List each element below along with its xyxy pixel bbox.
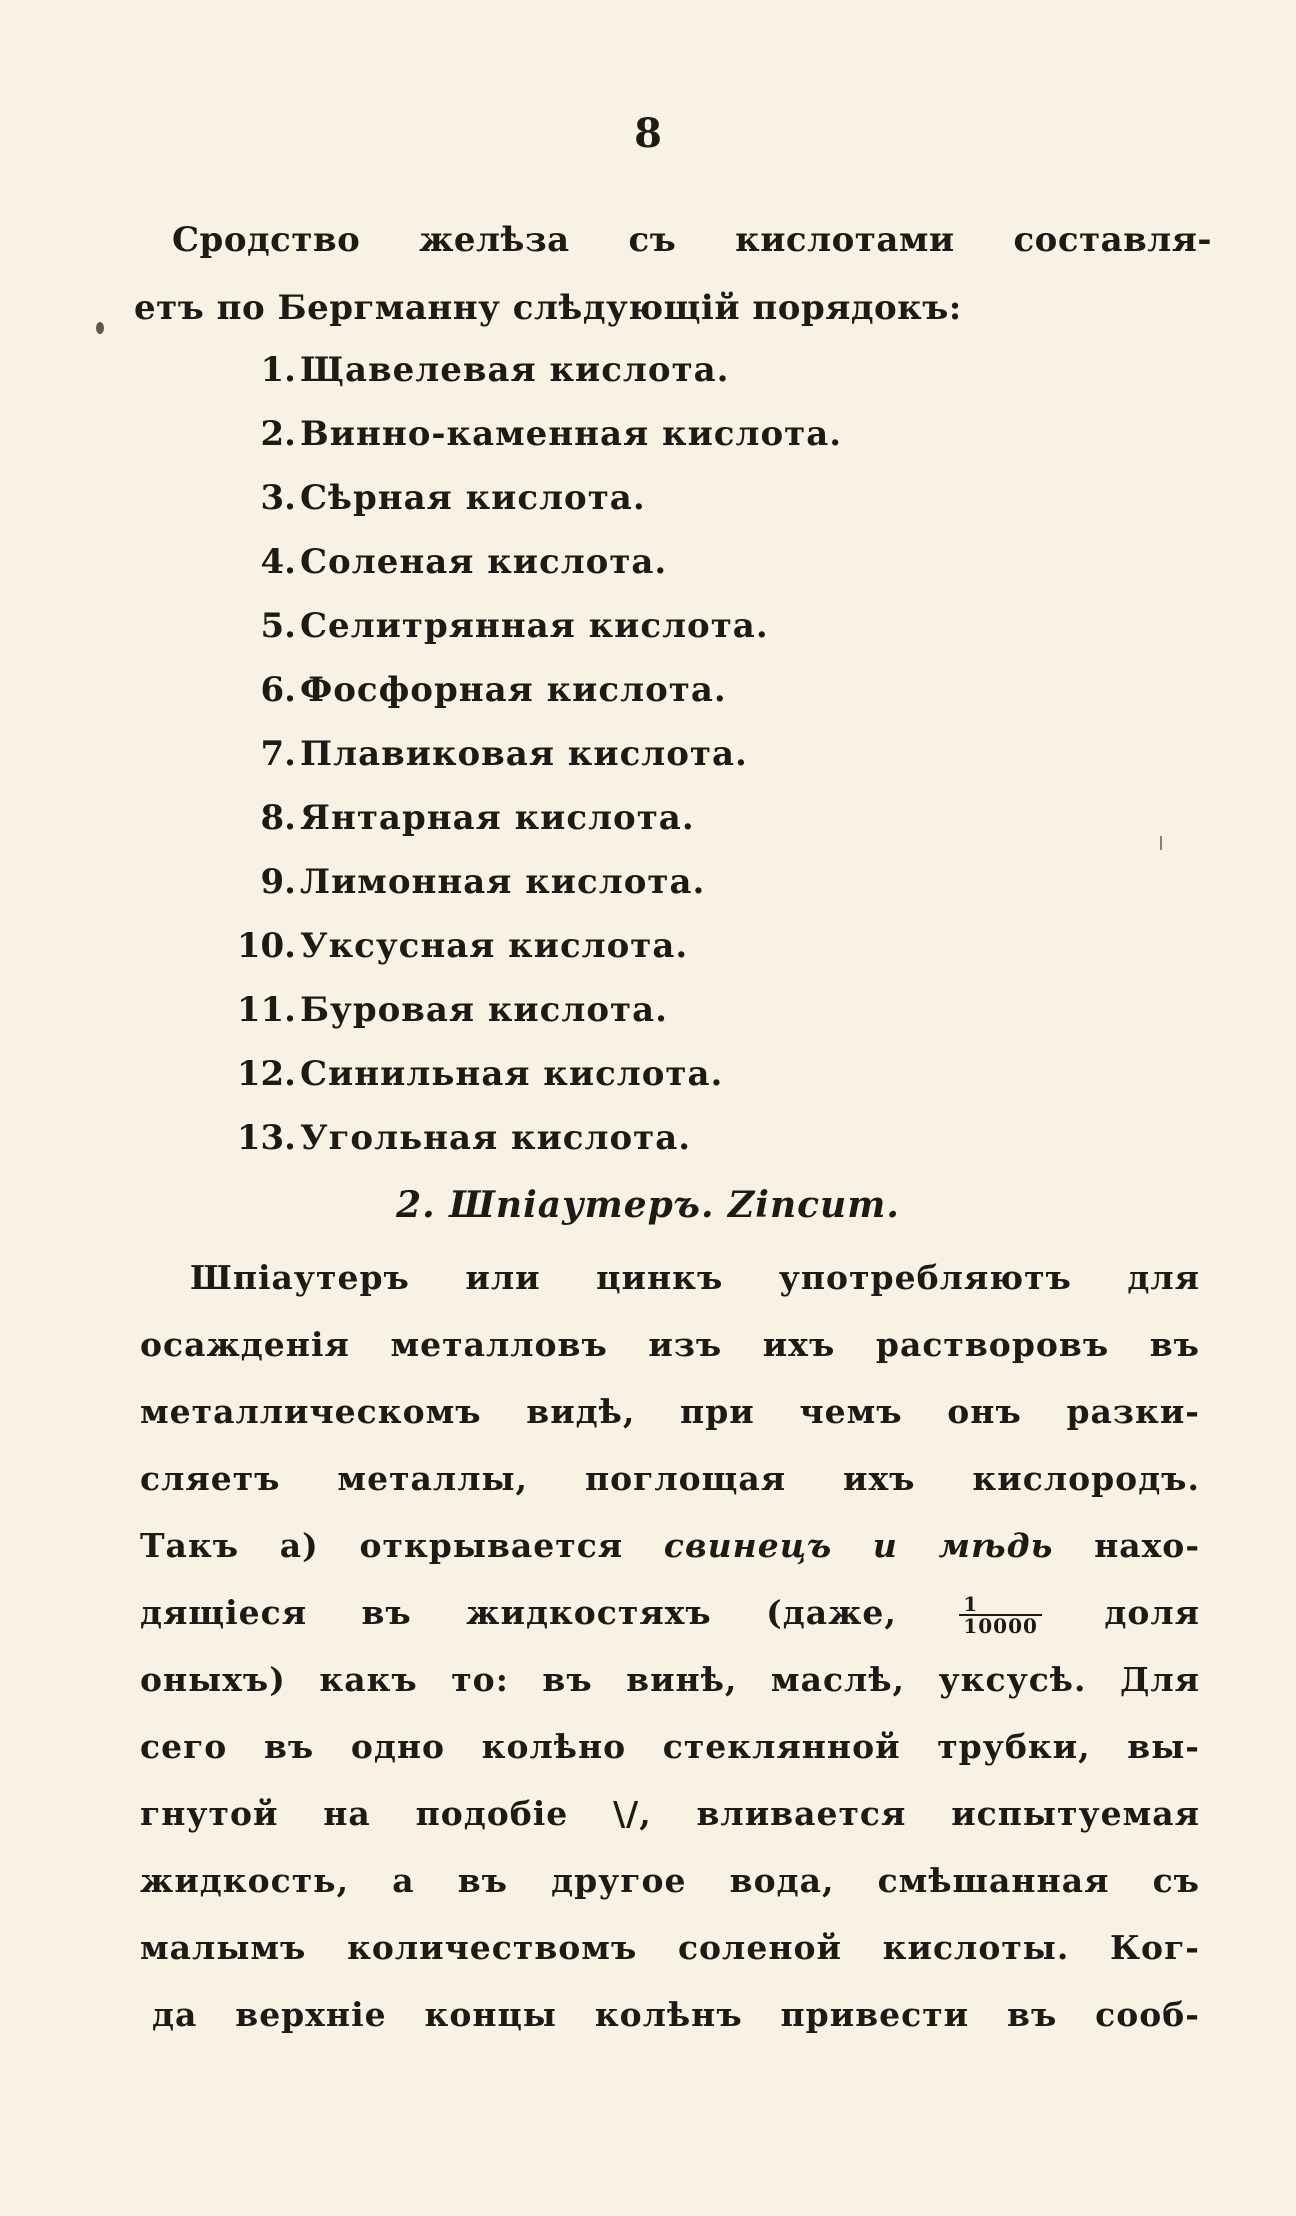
text-line: сего въ одно колѣно стеклянной трубки, вы- [140,1727,1200,1766]
list-item [0,466,1296,530]
body-paragraph [140,1244,1200,2048]
item-name: Щавелевая кислота. [300,350,730,390]
text-segment: дящіеся въ жидкостяхъ (даже, [140,1593,897,1632]
ink-smudge [96,322,104,334]
list-item [0,978,1296,1042]
item-name: Угольная кислота. [300,1118,692,1158]
list-item [0,1042,1296,1106]
text-line: да верхніе концы колѣнъ привести въ сооб- [152,1995,1200,2034]
item-number: 1. [260,350,296,390]
item-name: Селитрянная кислота. [300,606,769,646]
item-number: 12. [236,1054,296,1094]
list-item [0,338,1296,402]
item-number: 6. [260,670,296,710]
text-line: жидкость, а въ другое вода, смѣшанная съ [140,1861,1200,1900]
item-name: Соленая кислота. [300,542,668,582]
item-name: Буровая кислота. [300,990,668,1030]
page-number: 8 [634,110,662,157]
item-number: 3. [260,478,296,518]
intro-paragraph [134,206,1212,342]
item-number: 9. [260,862,296,902]
text-line: осажденія металловъ изъ ихъ растворовъ въ [140,1325,1200,1364]
intro-line: Сродство желѣза съ кислотами составля- [172,220,1212,260]
list-item [0,658,1296,722]
acid-affinity-list [0,338,1296,1170]
list-item [0,594,1296,658]
list-item [0,850,1296,914]
item-name: Плавиковая кислота. [300,734,748,774]
item-number: 13. [236,1118,296,1158]
item-number: 4. [260,542,296,582]
text-segment: нахо- [1094,1526,1201,1565]
item-number: 10. [236,926,296,966]
item-number: 11. [236,990,296,1030]
text-line: малымъ количествомъ соленой кислоты. Ког- [140,1928,1200,1967]
text-line: сляетъ металлы, поглощая ихъ кислородъ. [140,1459,1200,1498]
intro-line: етъ по Бергманну слѣдующій порядокъ: [134,288,962,328]
list-item [0,402,1296,466]
item-name: Синильная кислота. [300,1054,724,1094]
item-number: 5. [260,606,296,646]
list-item [0,786,1296,850]
text-line [140,1512,1200,1579]
fraction [959,1594,1042,1636]
text-segment: Такъ а) открывается [140,1526,624,1565]
text-line: металлическомъ видѣ, при чемъ онъ разки- [140,1392,1200,1431]
text-segment: доля [1104,1593,1200,1632]
section-heading: 2. Шпіаутеръ. Zincum. [396,1184,900,1226]
item-number: 7. [260,734,296,774]
list-item [0,530,1296,594]
text-line: Шпіаутеръ или цинкъ употребляютъ для [190,1258,1200,1297]
fraction-numerator: 1 [959,1594,1042,1616]
item-name: Фосфорная кислота. [300,670,727,710]
item-number: 8. [260,798,296,838]
item-number: 2. [260,414,296,454]
fraction-denominator: 10000 [963,1614,1038,1638]
item-name: Уксусная кислота. [300,926,689,966]
item-name: Винно-каменная кислота. [300,414,843,454]
list-item [0,914,1296,978]
list-item [0,1106,1296,1170]
italic-phrase: свинецъ и мѣдь [663,1526,1054,1565]
item-name: Лимонная кислота. [300,862,706,902]
list-item [0,722,1296,786]
text-line [140,1579,1200,1646]
text-line: оныхъ) какъ то: въ винѣ, маслѣ, уксусѣ. Для [140,1660,1200,1699]
text-line: гнутой на подобіе \/, вливается испытуемая [140,1794,1200,1833]
item-name: Янтарная кислота. [300,798,695,838]
item-name: Сѣрная кислота. [300,478,646,518]
